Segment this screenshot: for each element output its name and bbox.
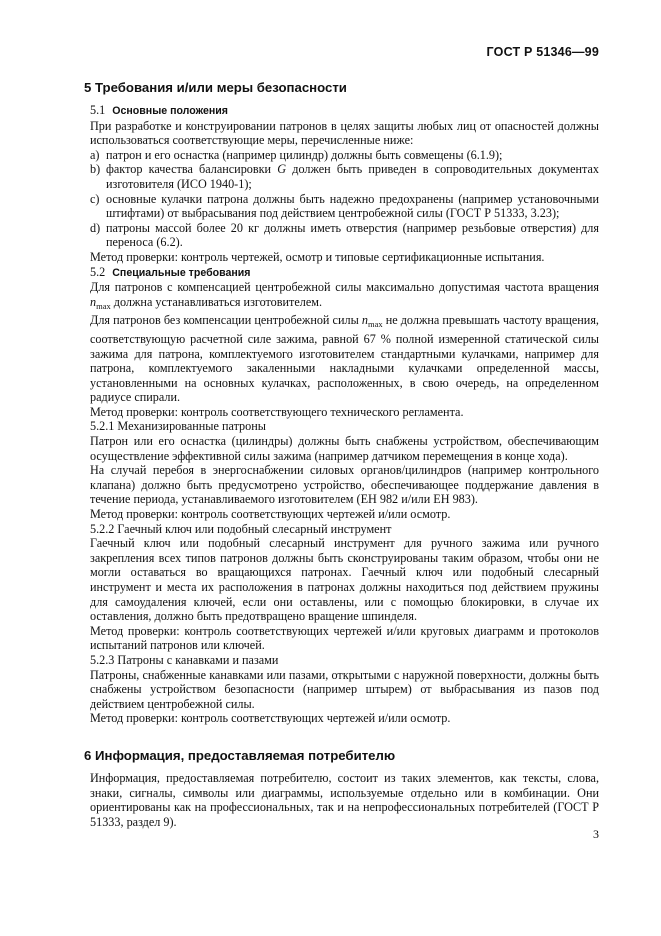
paragraph: Патрон или его оснастка (цилиндры) должны быть снабжены устройством, обеспечивающим осуществление эффективной силы зажима (например датчиком перемещения в конце хода).	[90, 434, 599, 463]
text-fragment: Для патронов без компенсации центробежной силы	[90, 313, 362, 328]
subsection-number: 5.1	[90, 103, 106, 117]
requirements-list	[90, 148, 599, 250]
paragraph: Патроны, снабженные канавками или пазами, открытыми с наружной поверхности, должны быть снабжены устройством безопасности (например штырем) от выбрасывания из пазов под действием центробежной силы.	[90, 667, 599, 711]
subsection-5-2-1-heading: 5.2.1 Механизированные патроны	[90, 419, 266, 434]
section-5-title: 5 Требования и/или меры безопасности	[84, 80, 347, 95]
subsection-5-2-paragraph	[90, 280, 599, 313]
list-text: основные кулачки патрона должны быть надежно предохранены (например установочными штифтами) от выбрасывания под действием центробежной силы (ГОСТ Р 51333, 3.23);	[106, 191, 599, 221]
verification-method: Метод проверки: контроль соответствующих чертежей и/или осмотр.	[90, 711, 451, 726]
text-fragment: Для патронов с компенсацией центробежной силы максимально допустимая частота вращения	[90, 280, 599, 295]
subsection-5-1-heading	[90, 103, 599, 119]
verification-method: Метод проверки: контроль чертежей, осмотр и типовые сертификационные испытания.	[90, 249, 545, 264]
paragraph: Гаечный ключ или подобный слесарный инструмент для ручного зажима или ручного закрепления всех типов патронов должны быть сконструированы таким образом, чтобы они не могли оставаться во вращающихся патронах. Гаечный ключ или подобный слесарный инструмент и места их расположения в патронах должны находиться под действием пружины для самоудаления ключей, если они оставлены, или с помощью блокировки, в случае их оставления, должно быть предотвращено вращение шпинделя.	[90, 536, 599, 624]
page-content	[84, 76, 599, 829]
list-marker: b)	[90, 162, 101, 177]
text-fragment: должен быть приведен в сопроводительных документах изготовителя (ИСО 1940-1);	[106, 162, 599, 191]
variable-g: G	[277, 162, 287, 177]
subsection-5-2-2-heading: 5.2.2 Гаечный ключ или подобный слесарный инструмент	[90, 521, 392, 536]
symbol-n: n	[90, 294, 97, 309]
section-spacer	[90, 726, 599, 744]
subsection-5-2-paragraph	[90, 313, 599, 405]
list-marker: a)	[90, 147, 100, 162]
text-fragment: не должна превышать частоту вращения, соответствующую расчетной силе зажима, равной 67 % полной измеренной статической силы зажима для патрона, комплектуемого изготовителем стандартными кулачками, например для патрона, комплектуемого закаленными накладными кулачками определенной массы, установленными на основных кулачках, расположенных, в свою очередь, на определенном радиусе спирали.	[90, 313, 599, 405]
n-max-symbol	[361, 313, 383, 330]
page-number: 3	[593, 827, 599, 841]
list-item	[90, 221, 599, 250]
subsection-5-1-intro: При разработке и конструировании патронов в целях защиты любых лиц от опасностей должны использоваться соответствующие меры, перечисленные ниже:	[90, 118, 599, 148]
list-item	[90, 162, 599, 191]
list-marker: d)	[90, 220, 101, 235]
list-marker: c)	[90, 191, 100, 206]
symbol-subscript: max	[96, 300, 111, 311]
list-text: патроны массой более 20 кг должны иметь отверстия (например резьбовые отверстия) для переноса (6.2).	[106, 220, 599, 250]
document-id-header: ГОСТ Р 51346—99	[486, 45, 599, 59]
list-text: патрон и его оснастка (например цилиндр) должны быть совмещены (6.1.9);	[106, 147, 503, 162]
paragraph: На случай перебоя в энергоснабжении силовых органов/цилиндров (например контрольного клапана) должно быть предусмотрено устройство, обеспечивающее поддержание давления в течение периода, устанавливаемого изготовителем (ЕН 982 и/или ЕН 983).	[90, 463, 599, 507]
n-max-symbol	[90, 295, 111, 309]
paragraph: Информация, предоставляемая потребителю, состоит из таких элементов, как тексты, слова, знаки, сигналы, символы или диаграммы, используемые отдельно или в комбинации. Они ориентированы как на профессиональных, так и на непрофессиональных потребителей (ГОСТ Р 51333, раздел 9).	[90, 770, 599, 829]
verification-method: Метод проверки: контроль соответствующих чертежей и/или круговых диаграмм и протоколов испытаний патронов или ключей.	[90, 623, 599, 653]
verification-method: Метод проверки: контроль соответствующего технического регламента.	[90, 404, 464, 419]
subsection-5-2-3-heading: 5.2.3 Патроны с канавками и пазами	[90, 652, 279, 667]
subsection-number: 5.2	[90, 264, 106, 279]
section-6-title: 6 Информация, предоставляемая потребителю	[84, 747, 396, 763]
symbol-subscript: max	[367, 319, 383, 330]
subsection-5-2-heading	[90, 265, 599, 281]
subsection-title: Специальные требования	[112, 266, 251, 279]
text-fragment: должна устанавливаться изготовителем.	[110, 294, 323, 309]
text-fragment: фактор качества балансировки	[106, 162, 278, 177]
symbol-n: n	[361, 313, 368, 328]
list-item	[90, 192, 599, 221]
subsection-title: Основные положения	[112, 105, 228, 117]
verification-method: Метод проверки: контроль соответствующих чертежей и/или осмотр.	[90, 507, 451, 522]
list-text	[106, 162, 599, 191]
list-item	[90, 148, 599, 163]
